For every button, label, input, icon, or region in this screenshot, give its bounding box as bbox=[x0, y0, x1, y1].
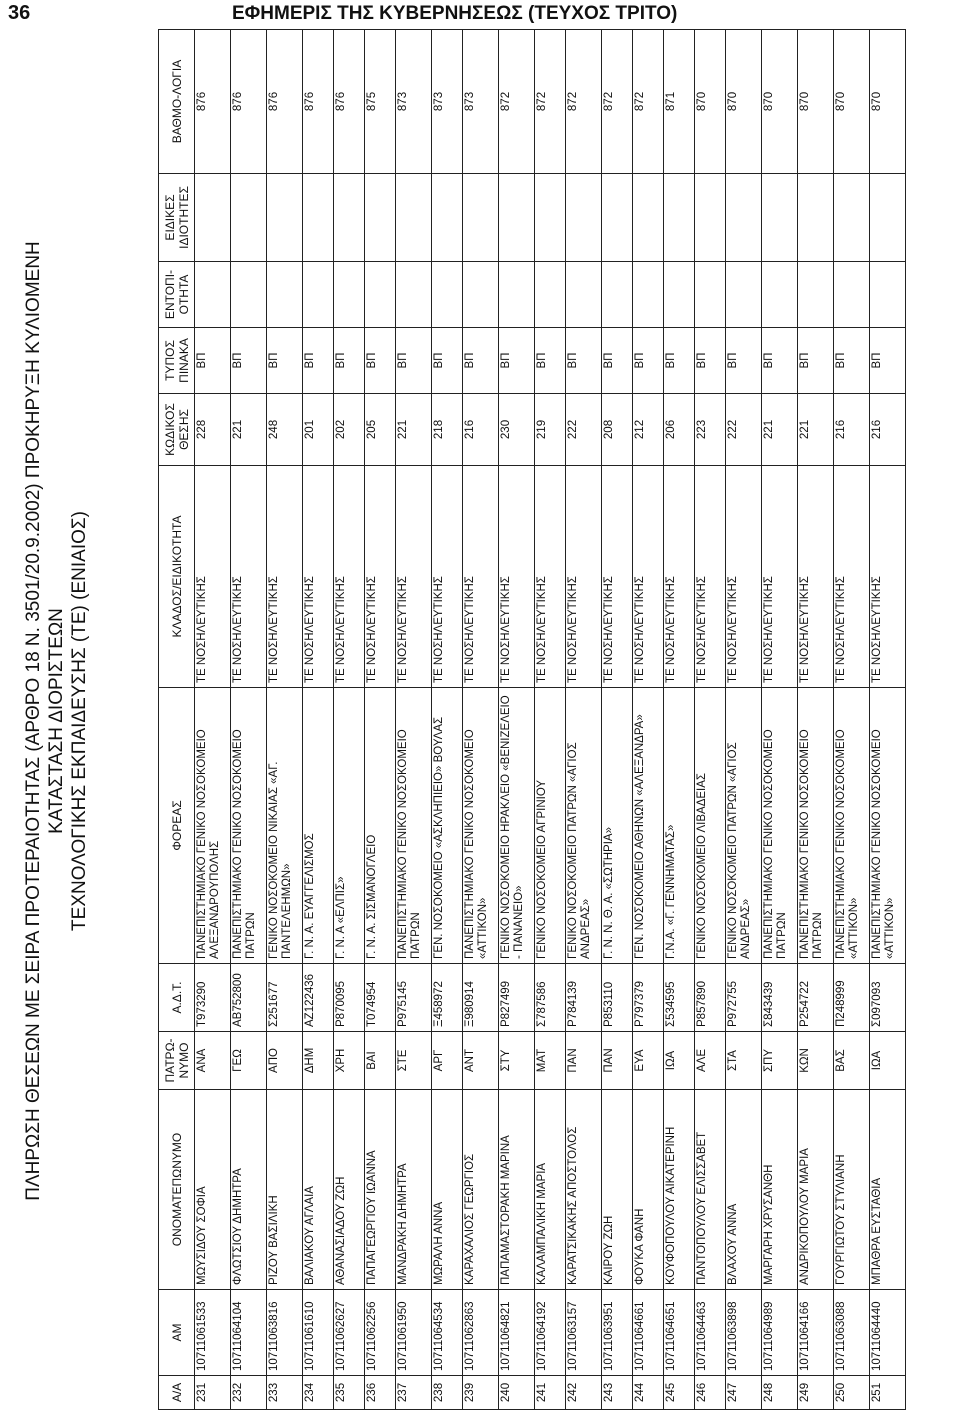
cell-eidikes bbox=[762, 174, 798, 262]
cell-klados: ΤΕ ΝΟΣΗΛΕΥΤΙΚΗΣ bbox=[798, 466, 834, 688]
cell-father: ΑΠΟ bbox=[267, 1032, 303, 1090]
cell-name: ΦΟΥΚΑ ΦΑΝΗ bbox=[633, 1090, 664, 1290]
cell-vathmologia: 876 bbox=[231, 30, 267, 174]
cell-am: 10711064661 bbox=[633, 1290, 664, 1376]
appointees-table bbox=[158, 29, 906, 1410]
cell-kodikos: 218 bbox=[432, 394, 463, 466]
cell-kodikos: 205 bbox=[365, 394, 396, 466]
cell-am: 10711064821 bbox=[499, 1290, 535, 1376]
cell-vathmologia: 870 bbox=[695, 30, 726, 174]
cell-entopiotita bbox=[432, 262, 463, 328]
cell-klados: ΤΕ ΝΟΣΗΛΕΥΤΙΚΗΣ bbox=[633, 466, 664, 688]
cell-adt: Ρ797379 bbox=[633, 964, 664, 1032]
cell-name: ΦΛΩΤΣΙΟΥ ΔΗΜΗΤΡΑ bbox=[231, 1090, 267, 1290]
cell-kodikos: 221 bbox=[798, 394, 834, 466]
table-row bbox=[535, 30, 566, 1410]
cell-vathmologia: 872 bbox=[633, 30, 664, 174]
cell-typos: ΒΠ bbox=[499, 328, 535, 394]
cell-klados: ΤΕ ΝΟΣΗΛΕΥΤΙΚΗΣ bbox=[566, 466, 602, 688]
cell-kodikos: 223 bbox=[695, 394, 726, 466]
cell-eidikes bbox=[499, 174, 535, 262]
cell-klados: ΤΕ ΝΟΣΗΛΕΥΤΙΚΗΣ bbox=[231, 466, 267, 688]
cell-father: ΚΩΝ bbox=[798, 1032, 834, 1090]
cell-klados: ΤΕ ΝΟΣΗΛΕΥΤΙΚΗΣ bbox=[365, 466, 396, 688]
cell-foreas: ΓΕΝΙΚΟ ΝΟΣΟΚΟΜΕΙΟ ΛΙΒΑΔΕΙΑΣ bbox=[695, 688, 726, 964]
cell-am: 10711061950 bbox=[396, 1290, 432, 1376]
table-row bbox=[762, 30, 798, 1410]
cell-foreas: ΠΑΝΕΠΙΣΤΗΜΙΑΚΟ ΓΕΝΙΚΟ ΝΟΣΟΚΟΜΕΙΟ «ΑΤΤΙΚΟΝ» bbox=[870, 688, 906, 964]
cell-eidikes bbox=[267, 174, 303, 262]
cell-vathmologia: 870 bbox=[798, 30, 834, 174]
cell-typos: ΒΠ bbox=[334, 328, 365, 394]
cell-vathmologia: 875 bbox=[365, 30, 396, 174]
cell-kodikos: 208 bbox=[602, 394, 633, 466]
cell-vathmologia: 870 bbox=[834, 30, 870, 174]
cell-kodikos: 201 bbox=[303, 394, 334, 466]
table-row bbox=[267, 30, 303, 1410]
cell-foreas: ΠΑΝΕΠΙΣΤΗΜΙΑΚΟ ΓΕΝΙΚΟ ΝΟΣΟΚΟΜΕΙΟ ΠΑΤΡΩΝ bbox=[231, 688, 267, 964]
cell-aa: 248 bbox=[762, 1376, 798, 1410]
cell-typos: ΒΠ bbox=[870, 328, 906, 394]
cell-kodikos: 212 bbox=[633, 394, 664, 466]
page-number: 36 bbox=[8, 2, 31, 24]
cell-aa: 247 bbox=[726, 1376, 762, 1410]
cell-typos: ΒΠ bbox=[303, 328, 334, 394]
cell-name: ΚΑΙΡΟΥ ΖΩΗ bbox=[602, 1090, 633, 1290]
cell-foreas: ΓΕΝΙΚΟ ΝΟΣΟΚΟΜΕΙΟ ΗΡΑΚΛΕΙΟ «ΒΕΝΙΖΕΛΕΙΟ - ΠΑΝΑΝΕΙΟ» bbox=[499, 688, 535, 964]
cell-father: ΧΡΗ bbox=[334, 1032, 365, 1090]
cell-eidikes bbox=[633, 174, 664, 262]
cell-typos: ΒΠ bbox=[463, 328, 499, 394]
cell-aa: 251 bbox=[870, 1376, 906, 1410]
cell-father: ΑΝΤ bbox=[463, 1032, 499, 1090]
cell-am: 10711063157 bbox=[566, 1290, 602, 1376]
cell-entopiotita bbox=[834, 262, 870, 328]
cell-entopiotita bbox=[762, 262, 798, 328]
cell-am: 10711063951 bbox=[602, 1290, 633, 1376]
cell-am: 10711064192 bbox=[535, 1290, 566, 1376]
cell-entopiotita bbox=[664, 262, 695, 328]
table-row bbox=[499, 30, 535, 1410]
cell-klados: ΤΕ ΝΟΣΗΛΕΥΤΙΚΗΣ bbox=[726, 466, 762, 688]
cell-kodikos: 216 bbox=[870, 394, 906, 466]
cell-klados: ΤΕ ΝΟΣΗΛΕΥΤΙΚΗΣ bbox=[195, 466, 231, 688]
cell-eidikes bbox=[195, 174, 231, 262]
cell-eidikes bbox=[231, 174, 267, 262]
cell-adt: Π248999 bbox=[834, 964, 870, 1032]
cell-adt: Ξ458972 bbox=[432, 964, 463, 1032]
cell-foreas: ΠΑΝΕΠΙΣΤΗΜΙΑΚΟ ΓΕΝΙΚΟ ΝΟΣΟΚΟΜΕΙΟ ΠΑΤΡΩΝ bbox=[762, 688, 798, 964]
table-row bbox=[695, 30, 726, 1410]
cell-typos: ΒΠ bbox=[633, 328, 664, 394]
table-row bbox=[463, 30, 499, 1410]
cell-foreas: ΓΕΝΙΚΟ ΝΟΣΟΚΟΜΕΙΟ ΝΙΚΑΙΑΣ «ΑΓ. ΠΑΝΤΕΛΕΗΜΩΝ» bbox=[267, 688, 303, 964]
cell-entopiotita bbox=[303, 262, 334, 328]
cell-aa: 237 bbox=[396, 1376, 432, 1410]
cell-vathmologia: 872 bbox=[535, 30, 566, 174]
cell-father: ΕΥΑ bbox=[633, 1032, 664, 1090]
cell-name: ΑΝΔΡΙΚΟΠΟΥΛΟΥ ΜΑΡΙΑ bbox=[798, 1090, 834, 1290]
cell-klados: ΤΕ ΝΟΣΗΛΕΥΤΙΚΗΣ bbox=[870, 466, 906, 688]
cell-eidikes bbox=[432, 174, 463, 262]
cell-aa: 246 bbox=[695, 1376, 726, 1410]
cell-father: ΑΛΕ bbox=[695, 1032, 726, 1090]
column-header: Α.Δ.Τ. bbox=[159, 964, 195, 1032]
cell-entopiotita bbox=[267, 262, 303, 328]
cell-typos: ΒΠ bbox=[664, 328, 695, 394]
cell-kodikos: 228 bbox=[195, 394, 231, 466]
cell-eidikes bbox=[726, 174, 762, 262]
cell-klados: ΤΕ ΝΟΣΗΛΕΥΤΙΚΗΣ bbox=[664, 466, 695, 688]
cell-typos: ΒΠ bbox=[365, 328, 396, 394]
cell-typos: ΒΠ bbox=[762, 328, 798, 394]
cell-typos: ΒΠ bbox=[726, 328, 762, 394]
cell-aa: 243 bbox=[602, 1376, 633, 1410]
cell-klados: ΤΕ ΝΟΣΗΛΕΥΤΙΚΗΣ bbox=[303, 466, 334, 688]
cell-eidikes bbox=[602, 174, 633, 262]
cell-foreas: ΓΕΝΙΚΟ ΝΟΣΟΚΟΜΕΙΟ ΠΑΤΡΩΝ «ΑΓΙΟΣ ΑΝΔΡΕΑΣ» bbox=[566, 688, 602, 964]
cell-klados: ΤΕ ΝΟΣΗΛΕΥΤΙΚΗΣ bbox=[267, 466, 303, 688]
cell-typos: ΒΠ bbox=[566, 328, 602, 394]
cell-adt: Τ074954 bbox=[365, 964, 396, 1032]
cell-name: ΚΟΥΦΟΠΟΥΛΟΥ ΑΙΚΑΤΕΡΙΝΗ bbox=[664, 1090, 695, 1290]
table-row bbox=[334, 30, 365, 1410]
cell-klados: ΤΕ ΝΟΣΗΛΕΥΤΙΚΗΣ bbox=[762, 466, 798, 688]
cell-name: ΠΑΠΑΓΕΩΡΓΙΟΥ ΙΩΑΝΝΑ bbox=[365, 1090, 396, 1290]
cell-aa: 241 bbox=[535, 1376, 566, 1410]
table-row bbox=[231, 30, 267, 1410]
table-body bbox=[195, 30, 906, 1410]
cell-father: ΣΤΥ bbox=[499, 1032, 535, 1090]
cell-typos: ΒΠ bbox=[695, 328, 726, 394]
title-line-3: ΤΕΧΝΟΛΟΓΙΚΗΣ ΕΚΠΑΙΔΕΥΣΗΣ (ΤΕ) (ΕΝΙΑΙΟΣ) bbox=[69, 511, 90, 931]
table-header-row bbox=[159, 30, 195, 1410]
cell-am: 10711061533 bbox=[195, 1290, 231, 1376]
cell-typos: ΒΠ bbox=[195, 328, 231, 394]
cell-aa: 245 bbox=[664, 1376, 695, 1410]
table-row bbox=[726, 30, 762, 1410]
cell-entopiotita bbox=[870, 262, 906, 328]
table-row bbox=[798, 30, 834, 1410]
cell-kodikos: 221 bbox=[762, 394, 798, 466]
cell-eidikes bbox=[365, 174, 396, 262]
cell-klados: ΤΕ ΝΟΣΗΛΕΥΤΙΚΗΣ bbox=[834, 466, 870, 688]
cell-foreas: Γ. Ν. Α. ΣΙΣΜΑΝΟΓΛΕΙΟ bbox=[365, 688, 396, 964]
cell-klados: ΤΕ ΝΟΣΗΛΕΥΤΙΚΗΣ bbox=[499, 466, 535, 688]
cell-father: ΑΝΑ bbox=[195, 1032, 231, 1090]
cell-klados: ΤΕ ΝΟΣΗΛΕΥΤΙΚΗΣ bbox=[334, 466, 365, 688]
cell-name: ΜΑΝΔΡΑΚΗ ΔΗΜΗΤΡΑ bbox=[396, 1090, 432, 1290]
cell-vathmologia: 873 bbox=[463, 30, 499, 174]
cell-typos: ΒΠ bbox=[396, 328, 432, 394]
column-header: ΟΝΟΜΑΤΕΠΩΝΥΜΟ bbox=[159, 1090, 195, 1290]
cell-name: ΚΑΛΑΜΠΑΛΙΚΗ ΜΑΡΙΑ bbox=[535, 1090, 566, 1290]
cell-father: ΒΑΣ bbox=[834, 1032, 870, 1090]
column-header: ΒΑΘΜΟ-ΛΟΓΙΑ bbox=[159, 30, 195, 174]
cell-aa: 233 bbox=[267, 1376, 303, 1410]
cell-typos: ΒΠ bbox=[834, 328, 870, 394]
table-row bbox=[633, 30, 664, 1410]
cell-klados: ΤΕ ΝΟΣΗΛΕΥΤΙΚΗΣ bbox=[695, 466, 726, 688]
cell-eidikes bbox=[834, 174, 870, 262]
table-row bbox=[365, 30, 396, 1410]
cell-am: 10711063088 bbox=[834, 1290, 870, 1376]
cell-aa: 249 bbox=[798, 1376, 834, 1410]
cell-vathmologia: 873 bbox=[432, 30, 463, 174]
cell-eidikes bbox=[463, 174, 499, 262]
cell-entopiotita bbox=[602, 262, 633, 328]
cell-father: ΙΩΑ bbox=[664, 1032, 695, 1090]
column-header: ΠΑΤΡΩ-ΝΥΜΟ bbox=[159, 1032, 195, 1090]
cell-typos: ΒΠ bbox=[267, 328, 303, 394]
cell-aa: 234 bbox=[303, 1376, 334, 1410]
cell-father: ΠΑΝ bbox=[566, 1032, 602, 1090]
table-row bbox=[396, 30, 432, 1410]
cell-father: ΠΑΝ bbox=[602, 1032, 633, 1090]
cell-vathmologia: 873 bbox=[396, 30, 432, 174]
cell-name: ΠΑΠΑΜΑΣΤΟΡΑΚΗ ΜΑΡΙΝΑ bbox=[499, 1090, 535, 1290]
cell-foreas: Γ.Ν.Α. «Γ. ΓΕΝΝΗΜΑΤΑΣ» bbox=[664, 688, 695, 964]
table-row bbox=[834, 30, 870, 1410]
cell-name: ΒΛΑΧΟΥ ΑΝΝΑ bbox=[726, 1090, 762, 1290]
table-row bbox=[566, 30, 602, 1410]
cell-foreas: Γ. Ν. Ν. Θ. Α. «ΣΩΤΗΡΙΑ» bbox=[602, 688, 633, 964]
column-header: ΚΩΔΙΚΟΣ ΘΕΣΗΣ bbox=[159, 394, 195, 466]
cell-am: 10711064651 bbox=[664, 1290, 695, 1376]
cell-father: ΣΤΕ bbox=[396, 1032, 432, 1090]
cell-kodikos: 206 bbox=[664, 394, 695, 466]
cell-aa: 250 bbox=[834, 1376, 870, 1410]
cell-father: ΙΩΑ bbox=[870, 1032, 906, 1090]
document-titles bbox=[16, 22, 154, 1420]
column-header: ΚΛΑΔΟΣ/ΕΙΔΙΚΟΤΗΤΑ bbox=[159, 466, 195, 688]
title-line-2: ΚΑΤΑΣΤΑΣΗ ΔΙΟΡΙΣΤΕΩΝ bbox=[46, 608, 67, 834]
cell-kodikos: 202 bbox=[334, 394, 365, 466]
cell-aa: 232 bbox=[231, 1376, 267, 1410]
cell-am: 10711064440 bbox=[870, 1290, 906, 1376]
cell-kodikos: 221 bbox=[231, 394, 267, 466]
cell-vathmologia: 876 bbox=[267, 30, 303, 174]
cell-vathmologia: 870 bbox=[726, 30, 762, 174]
cell-aa: 231 bbox=[195, 1376, 231, 1410]
cell-name: ΜΠΑΘΡΑ ΕΥΣΤΑΘΙΑ bbox=[870, 1090, 906, 1290]
cell-foreas: ΓΕΝ. ΝΟΣΟΚΟΜΕΙΟ ΑΘΗΝΩΝ «ΑΛΕΞΑΝΔΡΑ» bbox=[633, 688, 664, 964]
cell-vathmologia: 870 bbox=[762, 30, 798, 174]
cell-adt: Ξ980914 bbox=[463, 964, 499, 1032]
column-header: ΕΙΔΙΚΕΣ ΙΔΙΟΤΗΤΕΣ bbox=[159, 174, 195, 262]
cell-am: 10711062863 bbox=[463, 1290, 499, 1376]
cell-father: ΣΤΑ bbox=[726, 1032, 762, 1090]
cell-aa: 240 bbox=[499, 1376, 535, 1410]
cell-father: ΑΡΓ bbox=[432, 1032, 463, 1090]
column-header: ΤΥΠΟΣ ΠΙΝΑΚΑ bbox=[159, 328, 195, 394]
cell-vathmologia: 871 bbox=[664, 30, 695, 174]
cell-kodikos: 216 bbox=[834, 394, 870, 466]
cell-adt: Σ787586 bbox=[535, 964, 566, 1032]
column-header: Α/Α bbox=[159, 1376, 195, 1410]
cell-vathmologia: 872 bbox=[566, 30, 602, 174]
cell-father: ΣΠΥ bbox=[762, 1032, 798, 1090]
cell-kodikos: 222 bbox=[726, 394, 762, 466]
table-row bbox=[195, 30, 231, 1410]
cell-am: 10711064463 bbox=[695, 1290, 726, 1376]
cell-typos: ΒΠ bbox=[231, 328, 267, 394]
cell-eidikes bbox=[535, 174, 566, 262]
cell-kodikos: 216 bbox=[463, 394, 499, 466]
cell-entopiotita bbox=[365, 262, 396, 328]
column-header: ΕΝΤΟΠΙ-ΟΤΗΤΑ bbox=[159, 262, 195, 328]
rotated-page bbox=[16, 22, 936, 1420]
cell-am: 10711063816 bbox=[267, 1290, 303, 1376]
cell-aa: 244 bbox=[633, 1376, 664, 1410]
column-header: ΑΜ bbox=[159, 1290, 195, 1376]
cell-aa: 239 bbox=[463, 1376, 499, 1410]
cell-eidikes bbox=[303, 174, 334, 262]
cell-adt: ΑΒ752800 bbox=[231, 964, 267, 1032]
cell-father: ΜΑΤ bbox=[535, 1032, 566, 1090]
cell-adt: Ρ784139 bbox=[566, 964, 602, 1032]
cell-name: ΡΙΖΟΥ ΒΑΣΙΛΙΚΗ bbox=[267, 1090, 303, 1290]
cell-eidikes bbox=[695, 174, 726, 262]
cell-eidikes bbox=[798, 174, 834, 262]
cell-adt: Ρ853110 bbox=[602, 964, 633, 1032]
cell-adt: Τ973290 bbox=[195, 964, 231, 1032]
cell-foreas: Γ. Ν. Α «ΕΛΠΙΣ» bbox=[334, 688, 365, 964]
cell-adt: Σ534595 bbox=[664, 964, 695, 1032]
cell-am: 10711064166 bbox=[798, 1290, 834, 1376]
cell-father: ΒΑΙ bbox=[365, 1032, 396, 1090]
cell-vathmologia: 872 bbox=[602, 30, 633, 174]
cell-vathmologia: 876 bbox=[334, 30, 365, 174]
cell-entopiotita bbox=[499, 262, 535, 328]
cell-adt: Σ097093 bbox=[870, 964, 906, 1032]
cell-klados: ΤΕ ΝΟΣΗΛΕΥΤΙΚΗΣ bbox=[535, 466, 566, 688]
column-header: ΦΟΡΕΑΣ bbox=[159, 688, 195, 964]
cell-kodikos: 219 bbox=[535, 394, 566, 466]
cell-foreas: ΓΕΝ. ΝΟΣΟΚΟΜΕΙΟ «ΑΣΚΛΗΠΙΕΙΟ» ΒΟΥΛΑΣ bbox=[432, 688, 463, 964]
cell-aa: 236 bbox=[365, 1376, 396, 1410]
cell-klados: ΤΕ ΝΟΣΗΛΕΥΤΙΚΗΣ bbox=[432, 466, 463, 688]
cell-foreas: Γ. Ν. Α. ΕΥΑΓΓΕΛΙΣΜΟΣ bbox=[303, 688, 334, 964]
cell-entopiotita bbox=[195, 262, 231, 328]
cell-aa: 235 bbox=[334, 1376, 365, 1410]
cell-adt: Ρ870095 bbox=[334, 964, 365, 1032]
cell-name: ΠΑΝΤΟΠΟΥΛΟΥ ΕΛΙΣΣΑΒΕΤ bbox=[695, 1090, 726, 1290]
table-row bbox=[602, 30, 633, 1410]
cell-am: 10711063898 bbox=[726, 1290, 762, 1376]
cell-name: ΓΟΥΡΓΙΩΤΟΥ ΣΤΥΛΙΑΝΗ bbox=[834, 1090, 870, 1290]
cell-entopiotita bbox=[535, 262, 566, 328]
cell-adt: Ρ827499 bbox=[499, 964, 535, 1032]
cell-foreas: ΠΑΝΕΠΙΣΤΗΜΙΑΚΟ ΓΕΝΙΚΟ ΝΟΣΟΚΟΜΕΙΟ «ΑΤΤΙΚΟΝ» bbox=[834, 688, 870, 964]
cell-am: 10711062627 bbox=[334, 1290, 365, 1376]
cell-name: ΜΑΡΓΑΡΗ ΧΡΥΣΑΝΘΗ bbox=[762, 1090, 798, 1290]
cell-entopiotita bbox=[231, 262, 267, 328]
cell-foreas: ΓΕΝΙΚΟ ΝΟΣΟΚΟΜΕΙΟ ΠΑΤΡΩΝ «ΑΓΙΟΣ ΑΝΔΡΕΑΣ» bbox=[726, 688, 762, 964]
table-row bbox=[870, 30, 906, 1410]
cell-kodikos: 230 bbox=[499, 394, 535, 466]
cell-foreas: ΠΑΝΕΠΙΣΤΗΜΙΑΚΟ ΓΕΝΙΚΟ ΝΟΣΟΚΟΜΕΙΟ «ΑΤΤΙΚΟΝ» bbox=[463, 688, 499, 964]
cell-vathmologia: 876 bbox=[303, 30, 334, 174]
cell-am: 10711064989 bbox=[762, 1290, 798, 1376]
cell-aa: 238 bbox=[432, 1376, 463, 1410]
table-row bbox=[664, 30, 695, 1410]
title-line-1: ΠΛΗΡΩΣΗ ΘΕΣΕΩΝ ΜΕ ΣΕΙΡΑ ΠΡΟΤΕΡΑΙΟΤΗΤΑΣ (ΑΡΘΡΟ 18 Ν. 3501/20.9.2002) ΠΡΟΚΗΡΥΞΗ ΚΥΛΙΟΜΕΝΗ bbox=[23, 241, 44, 1201]
cell-typos: ΒΠ bbox=[535, 328, 566, 394]
cell-adt: Σ251677 bbox=[267, 964, 303, 1032]
cell-klados: ΤΕ ΝΟΣΗΛΕΥΤΙΚΗΣ bbox=[396, 466, 432, 688]
cell-typos: ΒΠ bbox=[432, 328, 463, 394]
cell-foreas: ΓΕΝΙΚΟ ΝΟΣΟΚΟΜΕΙΟ ΑΓΡΙΝΙΟΥ bbox=[535, 688, 566, 964]
cell-eidikes bbox=[334, 174, 365, 262]
cell-name: ΜΩΥΣΙΔΟΥ ΣΟΦΙΑ bbox=[195, 1090, 231, 1290]
cell-foreas: ΠΑΝΕΠΙΣΤΗΜΙΑΚΟ ΓΕΝΙΚΟ ΝΟΣΟΚΟΜΕΙΟ ΑΛΕΞΑΝΔΡΟΥΠΟΛΗΣ bbox=[195, 688, 231, 964]
cell-eidikes bbox=[566, 174, 602, 262]
cell-entopiotita bbox=[396, 262, 432, 328]
cell-name: ΚΑΡΑΧΑΛΙΟΣ ΓΕΩΡΓΙΟΣ bbox=[463, 1090, 499, 1290]
cell-klados: ΤΕ ΝΟΣΗΛΕΥΤΙΚΗΣ bbox=[463, 466, 499, 688]
cell-am: 10711061610 bbox=[303, 1290, 334, 1376]
cell-eidikes bbox=[396, 174, 432, 262]
cell-eidikes bbox=[664, 174, 695, 262]
cell-adt: Ρ254722 bbox=[798, 964, 834, 1032]
cell-klados: ΤΕ ΝΟΣΗΛΕΥΤΙΚΗΣ bbox=[602, 466, 633, 688]
cell-kodikos: 221 bbox=[396, 394, 432, 466]
cell-vathmologia: 872 bbox=[499, 30, 535, 174]
cell-eidikes bbox=[870, 174, 906, 262]
cell-vathmologia: 870 bbox=[870, 30, 906, 174]
cell-entopiotita bbox=[463, 262, 499, 328]
cell-foreas: ΠΑΝΕΠΙΣΤΗΜΙΑΚΟ ΓΕΝΙΚΟ ΝΟΣΟΚΟΜΕΙΟ ΠΑΤΡΩΝ bbox=[396, 688, 432, 964]
cell-am: 10711064534 bbox=[432, 1290, 463, 1376]
cell-name: ΒΑΛΙΑΚΟΥ ΑΓΛΑΙΑ bbox=[303, 1090, 334, 1290]
cell-typos: ΒΠ bbox=[798, 328, 834, 394]
table-row bbox=[303, 30, 334, 1410]
cell-entopiotita bbox=[695, 262, 726, 328]
cell-kodikos: 222 bbox=[566, 394, 602, 466]
cell-adt: Σ843439 bbox=[762, 964, 798, 1032]
cell-foreas: ΠΑΝΕΠΙΣΤΗΜΙΑΚΟ ΓΕΝΙΚΟ ΝΟΣΟΚΟΜΕΙΟ ΠΑΤΡΩΝ bbox=[798, 688, 834, 964]
cell-entopiotita bbox=[798, 262, 834, 328]
cell-adt: Ρ975145 bbox=[396, 964, 432, 1032]
cell-kodikos: 248 bbox=[267, 394, 303, 466]
cell-adt: ΑΖ122436 bbox=[303, 964, 334, 1032]
cell-am: 10711062256 bbox=[365, 1290, 396, 1376]
cell-entopiotita bbox=[633, 262, 664, 328]
cell-name: ΚΑΡΑΤΣΙΚΑΚΗΣ ΑΠΟΣΤΟΛΟΣ bbox=[566, 1090, 602, 1290]
cell-entopiotita bbox=[566, 262, 602, 328]
cell-am: 10711064104 bbox=[231, 1290, 267, 1376]
cell-entopiotita bbox=[726, 262, 762, 328]
cell-adt: Ρ857890 bbox=[695, 964, 726, 1032]
cell-entopiotita bbox=[334, 262, 365, 328]
cell-adt: Ρ972755 bbox=[726, 964, 762, 1032]
cell-vathmologia: 876 bbox=[195, 30, 231, 174]
cell-aa: 242 bbox=[566, 1376, 602, 1410]
table-row bbox=[432, 30, 463, 1410]
cell-father: ΔΗΜ bbox=[303, 1032, 334, 1090]
gazette-title: ΕΦΗΜΕΡΙΣ ΤΗΣ ΚΥΒΕΡΝΗΣΕΩΣ (ΤΕΥΧΟΣ ΤΡΙΤΟ) bbox=[232, 3, 678, 24]
cell-name: ΑΘΑΝΑΣΙΑΔΟΥ ΖΩΗ bbox=[334, 1090, 365, 1290]
cell-father: ΓΕΩ bbox=[231, 1032, 267, 1090]
cell-typos: ΒΠ bbox=[602, 328, 633, 394]
cell-name: ΜΩΡΑΛΗ ΑΝΝΑ bbox=[432, 1090, 463, 1290]
